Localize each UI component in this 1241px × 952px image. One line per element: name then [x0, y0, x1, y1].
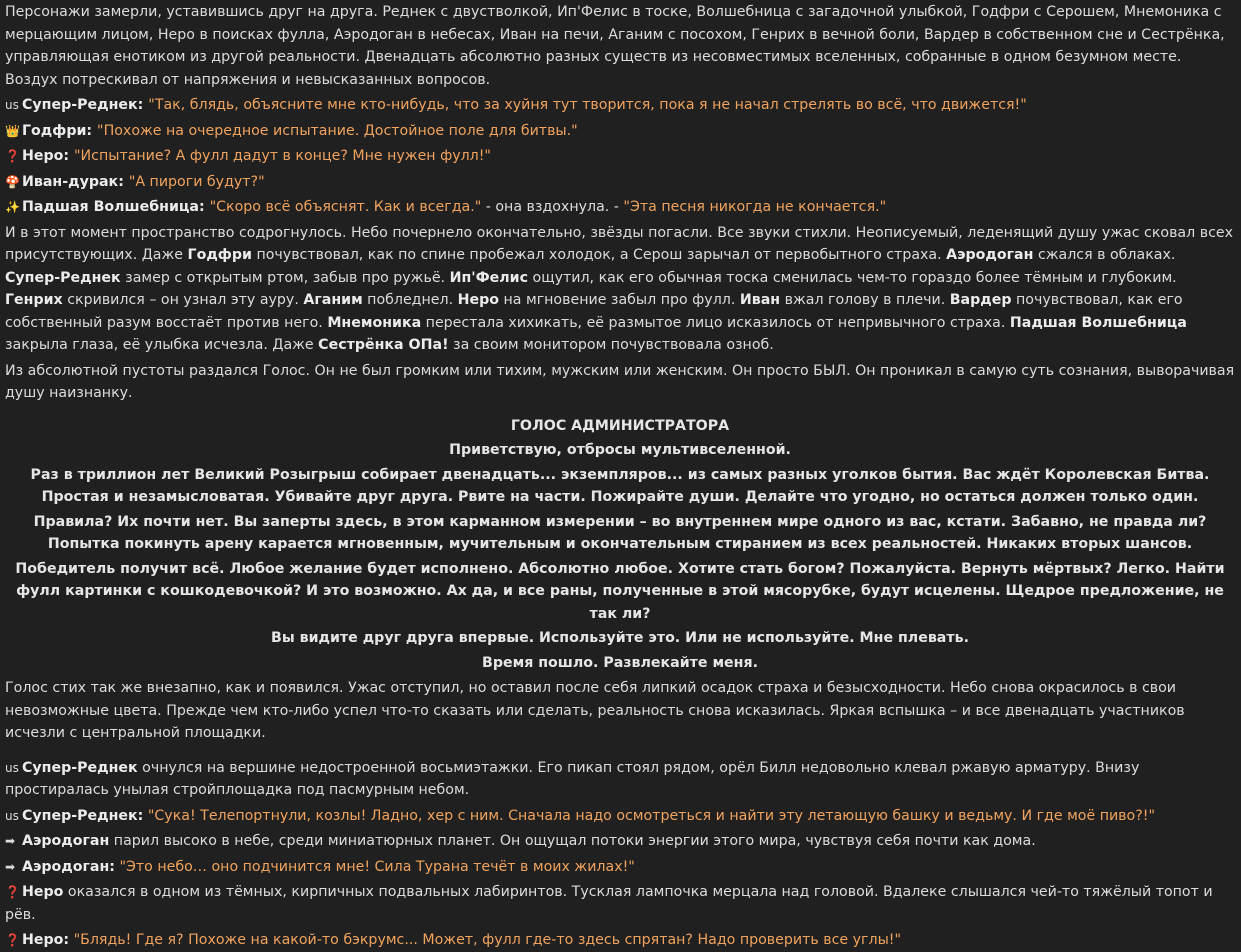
admin-line: Раз в триллион лет Великий Розыгрыш собирает двенадцать... экземпляров... из самых разных уголков бытия. Вас ждёт Королевская Битва. Простая и незамысловатая. Убивайте друг друга. Рвите на части. Пожирайте души. Делайте что угодно, но остаться должен только один.	[30, 466, 1210, 505]
speech-quote: "Сука! Телепортнули, козлы! Ладно, хер с ним. Сначала надо осмотреться и найти эту летающую башку и ведьму. И где моё пиво?!"	[147, 807, 1155, 824]
speech-quote: "Блядь! Где я? Похоже на какой-то бэкрумс... Может, фулл где-то здесь спрятан? Надо проверить все углы!"	[73, 932, 901, 948]
speaker-name: Аэродоган:	[22, 858, 115, 875]
speaker-name: Супер-Реднек:	[22, 807, 144, 824]
admin-voice-block	[5, 415, 1235, 675]
dialogue-line: 👑 Годфри: "Похоже на очередное испытание. Достойное поле для битвы."	[5, 120, 1235, 143]
admin-line: Правила? Их почти нет. Вы заперты здесь, в этом карманном измерении – во внутреннем мире одного из вас, кстати. Забавно, не правда ли? Попытка покинуть арену карается мгновенным, мучительным и окончательным стиранием из всех реальностей. Никаких вторых шансов.	[33, 513, 1207, 552]
speech-quote: "Скоро всё объяснят. Как и всегда."	[209, 199, 482, 215]
narration-voice: Из абсолютной пустоты раздался Голос. Он не был громким или тихим, мужским или женским. Он просто БЫЛ. Он проникал в самую суть сознания, выворачивая душу наизнанку.	[5, 362, 1235, 401]
speech-quote: "Это небо… оно подчинится мне! Сила Турана течёт в моих жилах!"	[119, 858, 635, 875]
speech-quote: "Испытание? А фулл дадут в конце? Мне нужен фулл!"	[74, 148, 491, 164]
dialogue-line	[5, 929, 1235, 952]
speaker-name: Неро	[22, 148, 64, 164]
speaker-name: Падшая Волшебница	[22, 199, 199, 215]
dialogue-line: ❓ Неро: "Испытание? А фулл дадут в конце? Мне нужен фулл!"	[5, 145, 1235, 168]
scene-line	[5, 881, 1235, 926]
dialogue-line	[5, 856, 1235, 879]
us-flag-icon: us	[5, 760, 19, 775]
scene-text: парил высоко в небе, среди миниатюрных планет. Он ощущал потоки энергии этого мира, чувствуя себя почти как дома.	[109, 833, 1036, 849]
speaker-name: Супер-Реднек	[22, 97, 138, 113]
scene-text: очнулся на вершине недостроенной восьмиэтажки. Его пикап стоял рядом, орёл Билл недовольно клевал ржавую арматуру. Внизу простиралась унылая стройплощадка под пасмурным небом.	[5, 759, 1140, 798]
admin-line: Вы видите друг друга впервые. Используйте это. Или не используйте. Мне плевать.	[271, 630, 969, 646]
speech-quote: "Так, блядь, объясните мне кто-нибудь, что за хуйня тут творится, пока я не начал стрелять во всё, что движется!"	[148, 97, 1027, 113]
narration-intro: Персонажи замерли, уставившись друг на друга. Реднек с двустволкой, Ип'Фелис в тоске, Волшебница с загадочной улыбкой, Годфри с Серошем, Мнемоника с мерцающим лицом, Неро в поисках фулла, Аэродоган в небесах, Иван на печи, Аганим с посохом, Генрих в вечной боли, Вардер в собственном сне и Сестрёнка, управляющая енотиком из другой реальности. Двенадцать абсолютно разных существ из несовместимых вселенных, собранные в одном безумном месте. Воздух потрескивал от напряжения и невысказанных вопросов.	[5, 4, 1225, 88]
admin-line: Приветствую, отбросы мультивселенной.	[449, 442, 791, 458]
scene-text: оказался в одном из тёмных, кирпичных подвальных лабиринтов. Тусклая лампочка мерцала над головой. Вдалеке слышался чей-то тяжёлый топот и рёв.	[5, 884, 1213, 923]
scene-line	[5, 757, 1235, 802]
crown-icon: 👑	[5, 123, 20, 138]
narration-aftermath: Голос стих так же внезапно, как и появился. Ужас отступил, но оставил после себя липкий осадок страха и безысходности. Небо снова окрасилось в свои невозможные цвета. Прежде чем кто-либо успел что-то сказать или сделать, реальность снова исказилась. Яркая вспышка – и все двенадцать участников исчезли с центральной площадки.	[5, 680, 1185, 741]
admin-line: Время пошло. Развлекайте меня.	[482, 654, 758, 671]
admin-line: Победитель получит всё. Любое желание будет исполнено. Абсолютно любое. Хотите стать богом? Пожалуйста. Вернуть мёртвых? Легко. Найти фулл картинки с кошкодевочкой? И это возможно. Ах да, и все раны, полученные в этой мясорубке, будут исцелены. Щедрое предложение, не так ли?	[15, 560, 1225, 622]
dialogue-line: us Супер-Реднек: "Так, блядь, объясните мне кто-нибудь, что за хуйня тут творится, пока я не начал стрелять во всё, что движется!"	[5, 94, 1235, 117]
narration-aside: - она вздохнула. -	[481, 199, 624, 215]
narration-horror: И в этот момент пространство содрогнулось. Небо почернело окончательно, звёзды погасли. Все звуки стихли. Неописуемый, леденящий душу ужас сковал всех присутствующих. Даже Годфри почувствовал, как по спине пробежал холодок, а Серош зарычал от первобытного страха. Аэродоган сжался в облаках. Супер-Реднек замер с открытым ртом, забыв про ружьё. Ип'Фелис ощутил, как его обычная тоска сменилась чем-то гораздо более тёмным и глубоким. Генрих скривился – он узнал эту ауру. Аганим побледнел. Неро на мгновение забыл про фулл. Иван вжал голову в плечи. Вардер почувствовал, как его собственный разум восстаёт против него. Мнемоника перестала хихикать, её размытое лицо исказилось от непривычного страха. Падшая Волшебница закрыла глаза, её улыбка исчезла. Даже Сестрёнка ОПа! за своим монитором почувствовала озноб.	[5, 224, 1233, 353]
arrow-icon: ➡	[5, 834, 16, 848]
speaker-name: Неро:	[22, 932, 70, 948]
admin-heading: ГОЛОС АДМИНИСТРАТОРА	[510, 417, 730, 434]
sparkles-icon: ✨	[5, 200, 20, 214]
mushroom-icon: 🍄	[5, 174, 20, 189]
arrow-icon: ➡	[5, 859, 16, 874]
speaker-name: Супер-Реднек	[22, 759, 138, 776]
speech-quote: "Эта песня никогда не кончается."	[623, 199, 887, 215]
speaker-name: Годфри	[22, 122, 87, 139]
speech-quote: "А пироги будут?"	[128, 173, 265, 190]
dialogue-line: ✨ Падшая Волшебница: "Скоро всё объяснят. Как и всегда." - она вздохнула. - "Эта песня никогда не кончается."	[5, 196, 1235, 219]
question-mark-icon: ❓	[5, 149, 20, 163]
us-flag-icon: us	[5, 98, 19, 112]
speaker-name: Неро	[22, 884, 64, 900]
question-mark-icon: ❓	[5, 933, 20, 947]
us-flag-icon: us	[5, 808, 19, 823]
dialogue-line	[5, 805, 1235, 828]
speech-quote: "Похоже на очередное испытание. Достойное поле для битвы."	[97, 122, 578, 139]
question-mark-icon: ❓	[5, 885, 20, 899]
scene-line	[5, 830, 1235, 853]
speaker-name: Иван-дурак	[22, 173, 119, 190]
speaker-name: Аэродоган	[22, 833, 110, 849]
dialogue-line: 🍄 Иван-дурак: "А пироги будут?"	[5, 171, 1235, 194]
